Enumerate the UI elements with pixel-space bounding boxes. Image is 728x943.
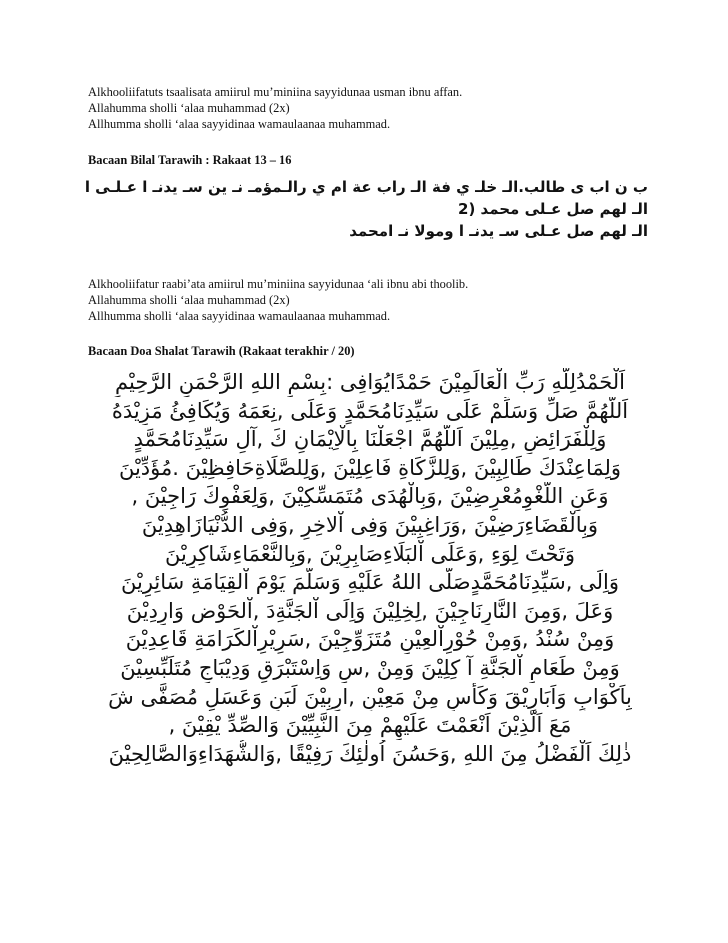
arabic-line: وَمِنْ طَعَامِ اْلجَنَّةِ آ كِلِيْنَ وَمِنْ ,سِ وَاِسْتَبْرَقٍ وَدِيْبَاجٍ مُتَلَبِّسِيْنَ bbox=[120, 655, 620, 680]
arabic-line: اَلْحَمْدُلِلَّهِ رَبِّ الْعَالَمِيْنَ حَمْدًايُوَافِى :بِسْمِ اللهِ الرَّحْمَنِ الرَّحِيْمِ bbox=[115, 370, 625, 394]
arabic-line: وَعَنِ اللَّغْوِمُعْرِضِيْنَ ,وَبِالْهُدَى مُتَمَسِّكِيْنَ ,وَلِعَفْوِكَ رَاجِيْنَ , bbox=[131, 484, 609, 509]
section-heading-bilal: Bacaan Bilal Tarawih : Rakaat 13 – 16 bbox=[88, 153, 292, 167]
bilal-arabic-text bbox=[84, 176, 648, 242]
arabic-line: وَعَلَ ,وَمِنَ النَّارِنَاجِيْنَ ,لِخِلِيْنَ وَاِلَى اْلجَنَّةِدَ ,اْلحَوْضِ وَارِدِيْنَ bbox=[126, 598, 614, 623]
text-line: Allahumma sholli ‘alaa muhammad (2x) bbox=[88, 101, 290, 115]
arabic-line: الـ لهم صل عـلى محمد (2 bbox=[458, 200, 648, 218]
arabic-line: وَاِلَى ,سَيِّدِنَامُحَمَّدٍصَلَّى اللهُ عَلَيْهِ وَسَلَّمَ يَوْمَ اْلقِيَامَةِ سَائِرِيْنَ bbox=[121, 570, 619, 595]
arabic-line: وَمِنْ سُنْدُ ,وَمِنْ حُوْرِاْلعِيْنِ مُتَزَوِّجِيْنَ ,سَرِيْرِاْلكَرَامَةِ قَاعِدِيْنَ bbox=[125, 627, 615, 652]
text-line: Alkhooliifatuts tsaalisata amiirul mu’miniina sayyidunaa usman ibnu affan. bbox=[88, 85, 463, 99]
arabic-line: اَللَّهُمَّ صَلِّ وَسَلِّمْ عَلَى سَيِّدِنَامُحَمَّدٍ وَعَلَى ,نِعَمَهُ وَيُكَافِئُ مَزِيْدَهُ bbox=[111, 398, 629, 423]
arabic-line: وَتَحْتَ لِوَءِ ,وَعَلَى اْلبَلَاءِصَابِرِيْنَ ,وَبِالنَّعْمَاءِشَاكِرِيْنَ bbox=[164, 541, 575, 566]
arabic-line: مَعَ اَلَّذِيْنَ اَنْعَمْتَ عَلَيْهِمْ مِنَ النَّبِيِّيْنَ وَالصِّدِّ يْقِيْنَ , bbox=[168, 713, 572, 738]
arabic-line: وَبِالْقَضَاءِرَضِيْنَ ,وَرَاغِبِيْنَ وَفِى اْلاخِرِ ,وَفِى الدُّنْيَازَاهِدِيْنَ bbox=[141, 512, 599, 537]
arabic-line: بِاَكْوَابٍ وَاَبَارِيْقَ وَكَأْسٍ مِنْ مَعِيْنِ ,ارِبِيْنَ لَبَنٍ وَعَسَلٍ مُصَفَّى شَ bbox=[108, 684, 632, 709]
transliteration-block-2 bbox=[88, 276, 648, 324]
section-heading-doa: Bacaan Doa Shalat Tarawih (Rakaat terakhir / 20) bbox=[88, 344, 355, 358]
text-line: Allhumma sholli ‘alaa sayyidinaa wamaulaanaa muhammad. bbox=[88, 117, 391, 131]
arabic-line: الـ لهم صل عـلى سـ يدنـ ا ومولا نـ امحمد bbox=[349, 222, 648, 240]
arabic-line: وَلِمَاعِنْدَكَ طَالِبِيْنَ ,وَلِلزَّكَاةِ فَاعِلِيْنَ ,وَلِلصَّلَاةِحَافِظِيْنَ .مُؤَدِّيْنَ bbox=[118, 455, 622, 480]
text-line: Alkhooliifatur raabi’ata amiirul mu’miniina sayyidunaa ‘ali ibnu abi thoolib. bbox=[88, 277, 469, 291]
transliteration-block-1 bbox=[88, 84, 648, 132]
arabic-line: وَلِلْفَرَائِضِ ,مِلِيْنَ اَللَّهُمَّ اجْعَلْنَا بِالْاِيْمَانِ كَ ,آلِ سَيِّدِنَامُحَمَّدٍ bbox=[133, 427, 607, 452]
arabic-line: ب ن اب ى طالب.الـ خلـ ي فة الـ راب عة ام ي رالـمؤمـ نـ ين سـ يدنـ ا عـلـى ا bbox=[84, 178, 648, 196]
text-line: Allahumma sholli ‘alaa muhammad (2x) bbox=[88, 293, 290, 307]
doa-arabic-text bbox=[80, 368, 660, 768]
arabic-line: ذٰلِكَ اَلْفَضْلُ مِنَ اللهِ ,وَحَسُنَ اُولٰئِكَ رَفِيْقًا ,وَالشُّهَدَاءِوَالصَّالِحِيْنَ bbox=[108, 741, 632, 766]
text-line: Allhumma sholli ‘alaa sayyidinaa wamaulaanaa muhammad. bbox=[88, 309, 391, 323]
